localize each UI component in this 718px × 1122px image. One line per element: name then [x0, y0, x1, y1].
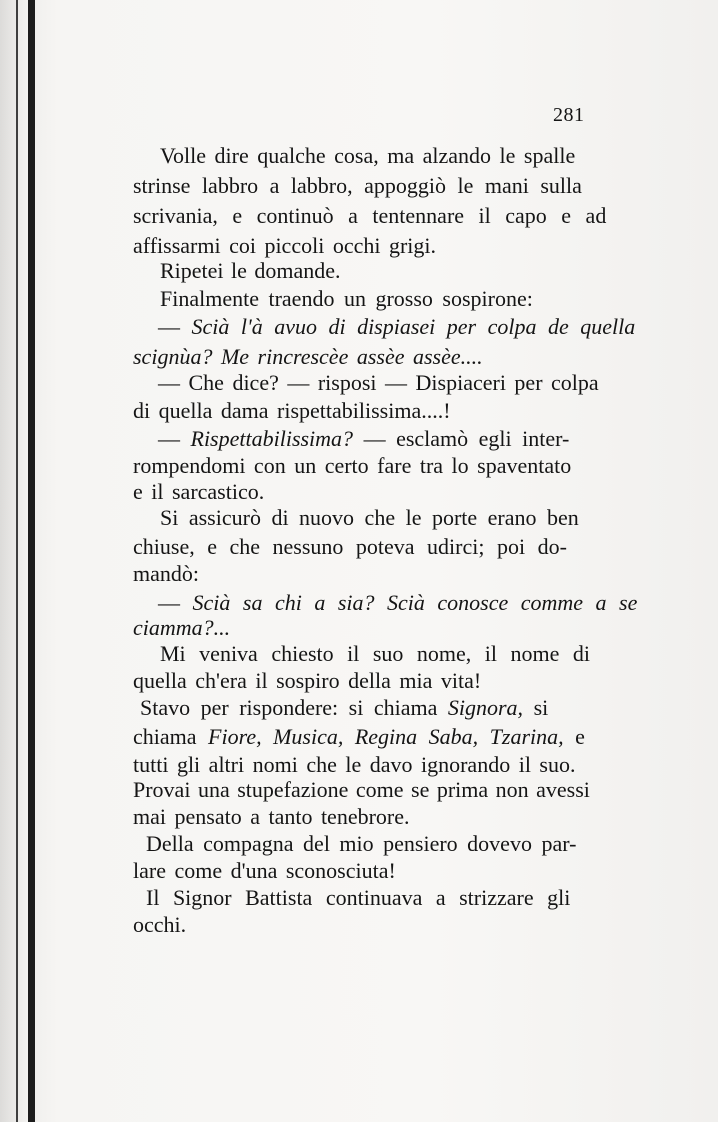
text-line: Stavo per rispondere: si chiama Signora, si [140, 695, 549, 720]
text-line: tutti gli altri nomi che le davo ignorando il suo. [133, 752, 576, 777]
text-line: scrivania, e continuò a tentennare il capo e ad [133, 203, 607, 228]
text-line: Mi veniva chiesto il suo nome, il nome di [160, 641, 591, 666]
text-line: scignùa? Me rincrescèe assèe assèe.... [133, 344, 483, 369]
text-line: Provai una stupefazione come se prima non avessi [133, 777, 590, 802]
text-line: mandò: [133, 561, 199, 586]
text-line: Della compagna del mio pensiero dovevo par- [146, 831, 577, 856]
text-line: lare come d'una sconosciuta! [133, 858, 396, 883]
text-line: mai pensato a tanto tenebrore. [133, 804, 410, 829]
page-number: 281 [553, 104, 585, 126]
binding-shadow-line [16, 0, 18, 1122]
text-line: ciamma?... [133, 615, 231, 640]
binding-edge [0, 0, 28, 1122]
text-line: Si assicurò di nuovo che le porte erano ben [160, 505, 579, 530]
text-line: di quella dama rispettabilissima....! [133, 398, 451, 423]
text-line: — Scià l'à avuo di dispiasei per colpa de quella [158, 314, 636, 339]
text-line: chiuse, e che nessuno poteva udirci; poi do- [133, 534, 567, 559]
text-line: rompendomi con un certo fare tra lo spaventato [133, 453, 572, 478]
text-line: quella ch'era il sospiro della mia vita! [133, 668, 482, 693]
text-line: Finalmente traendo un grosso sospirone: [160, 286, 533, 311]
text-line: — Rispettabilissima? — esclamò egli inter- [158, 426, 570, 451]
text-line: affissarmi coi piccoli occhi grigi. [133, 233, 437, 258]
text-line: Il Signor Battista continuava a strizzare gli [146, 885, 571, 910]
text-line: — Che dice? — risposi — Dispiaceri per colpa [158, 370, 599, 395]
text-line: — Scià sa chi a sia? Scià conosce comme a se [158, 590, 638, 615]
text-line: strinse labbro a labbro, appoggiò le mani sulla [133, 173, 582, 198]
text-line: Ripetei le domande. [160, 258, 341, 283]
binding-line [28, 0, 35, 1122]
text-line: e il sarcastico. [133, 479, 265, 504]
text-line: Volle dire qualche cosa, ma alzando le spalle [160, 143, 576, 168]
text-line: chiama Fiore, Musica, Regina Saba, Tzarina, e [133, 724, 585, 749]
text-line: occhi. [133, 912, 187, 937]
